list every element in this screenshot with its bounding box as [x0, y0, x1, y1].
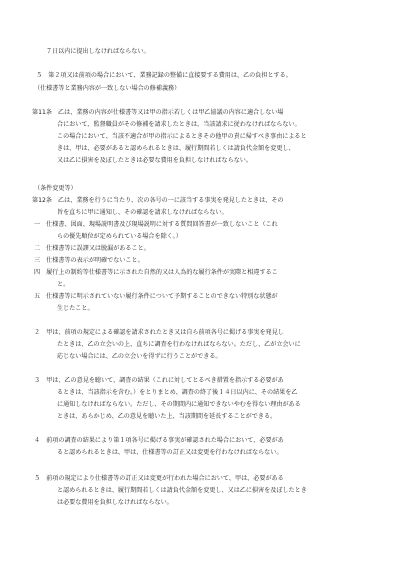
text-line: ２ 甲は、前項の規定による確認を請求されたとき又は自ら前項各号に掲げる事実を発見し: [34, 329, 284, 336]
text-line: と認められるときは、履行期間若しくは請負代金額を変更し、又は乙に損害を及ぼしたとき: [57, 487, 307, 494]
text-line: 旨を直ちに甲に通知し、その確認を請求しなければならない。: [57, 209, 228, 216]
text-line: たときは、乙の立会いの上、直ちに調査を行わなければならない。ただし、乙が立会いに: [57, 341, 301, 348]
text-line: ときは、あらかじめ、乙の意見を聴いた上、当該期間を延長することができる。: [57, 413, 277, 420]
list-item: 三 仕様書等の表示が明確でないこと。: [34, 257, 144, 264]
text-line: と。: [57, 281, 70, 288]
text-line: るときは、当該指示を含む。）をとりまとめ、調査の終了後１４日以内に、その結果を乙: [57, 389, 298, 396]
text-line: この場合において、当該不適合が甲の指示によるときその他甲の責に帰すべき事由によると: [57, 133, 307, 140]
text-line: ７日以内に提出しなければならない。: [46, 48, 150, 55]
text-line: きは、甲は、必要があると認められるときは、履行期間若しくは請負代金額を変更し、: [57, 145, 295, 152]
text-line: は必要な費用を負担しなければならない。: [57, 499, 173, 506]
list-item: 一 仕様書、図面、現場説明書及び現場説明に対する質問回答書が一致しないこと（これ: [34, 221, 278, 228]
list-item: 二 仕様書等に誤謬又は脱漏があること。: [34, 245, 150, 252]
text-line: ５ 前項の規定により仕様書等の訂正又は変更が行われた場合において、甲は、必要がある: [34, 475, 284, 482]
list-item: 四 履行上の制約等仕様書等に示された自然的又は人為的な履行条件が実際と相違するこ: [34, 269, 278, 276]
article-caption: （仕様書等と業務内容が一致しない場合の修補義務）: [34, 85, 181, 92]
text-line: 生じたこと。: [57, 305, 94, 312]
list-item: 五 仕様書等に明示されていない履行条件について予期することのできない特別な状態が: [34, 293, 278, 300]
text-line: に通知しなければならない。ただし、その期間内に通知できないやむを得ない理由がある: [57, 401, 301, 408]
text-line: ５ 第２項又は前項の場合において、業務記録の整備に直接要する費用は、乙の負担とする。: [36, 72, 292, 79]
text-line: 又は乙に損害を及ぼしたときは必要な費用を負担しなければならない。: [57, 157, 252, 164]
text-line: ４ 前項の調査の結果により第１項各号に掲げる事実が確認された場合において、必要があ: [34, 437, 284, 444]
text-line: ３ 甲は、乙の意見を聴いて、調査の結果（これに対してとるべき措置を指示する必要があ: [34, 377, 284, 384]
text-line: 応じない場合には、乙の立会いを得ずに行うことができる。: [57, 353, 222, 360]
text-line: らの優先順位が定められている場合を除く。）: [57, 233, 182, 240]
text-line: 第11条 乙は、業務の内容が仕様書等又は甲の指示若しくは甲乙協議の内容に適合しない場: [32, 109, 284, 116]
text-line: 第12条 乙は、業務を行うに当たり、次の各号の一に該当する事実を発見したときは、その: [32, 197, 284, 204]
text-line: ると認められるときは、甲は、仕様書等の訂正又は変更を行わなければならない。: [57, 449, 283, 456]
article-caption: （条件変更等）: [34, 185, 77, 192]
text-line: 合において、監督職員がその修補を請求したときは、当該請求に従わなければならない。: [57, 121, 301, 128]
